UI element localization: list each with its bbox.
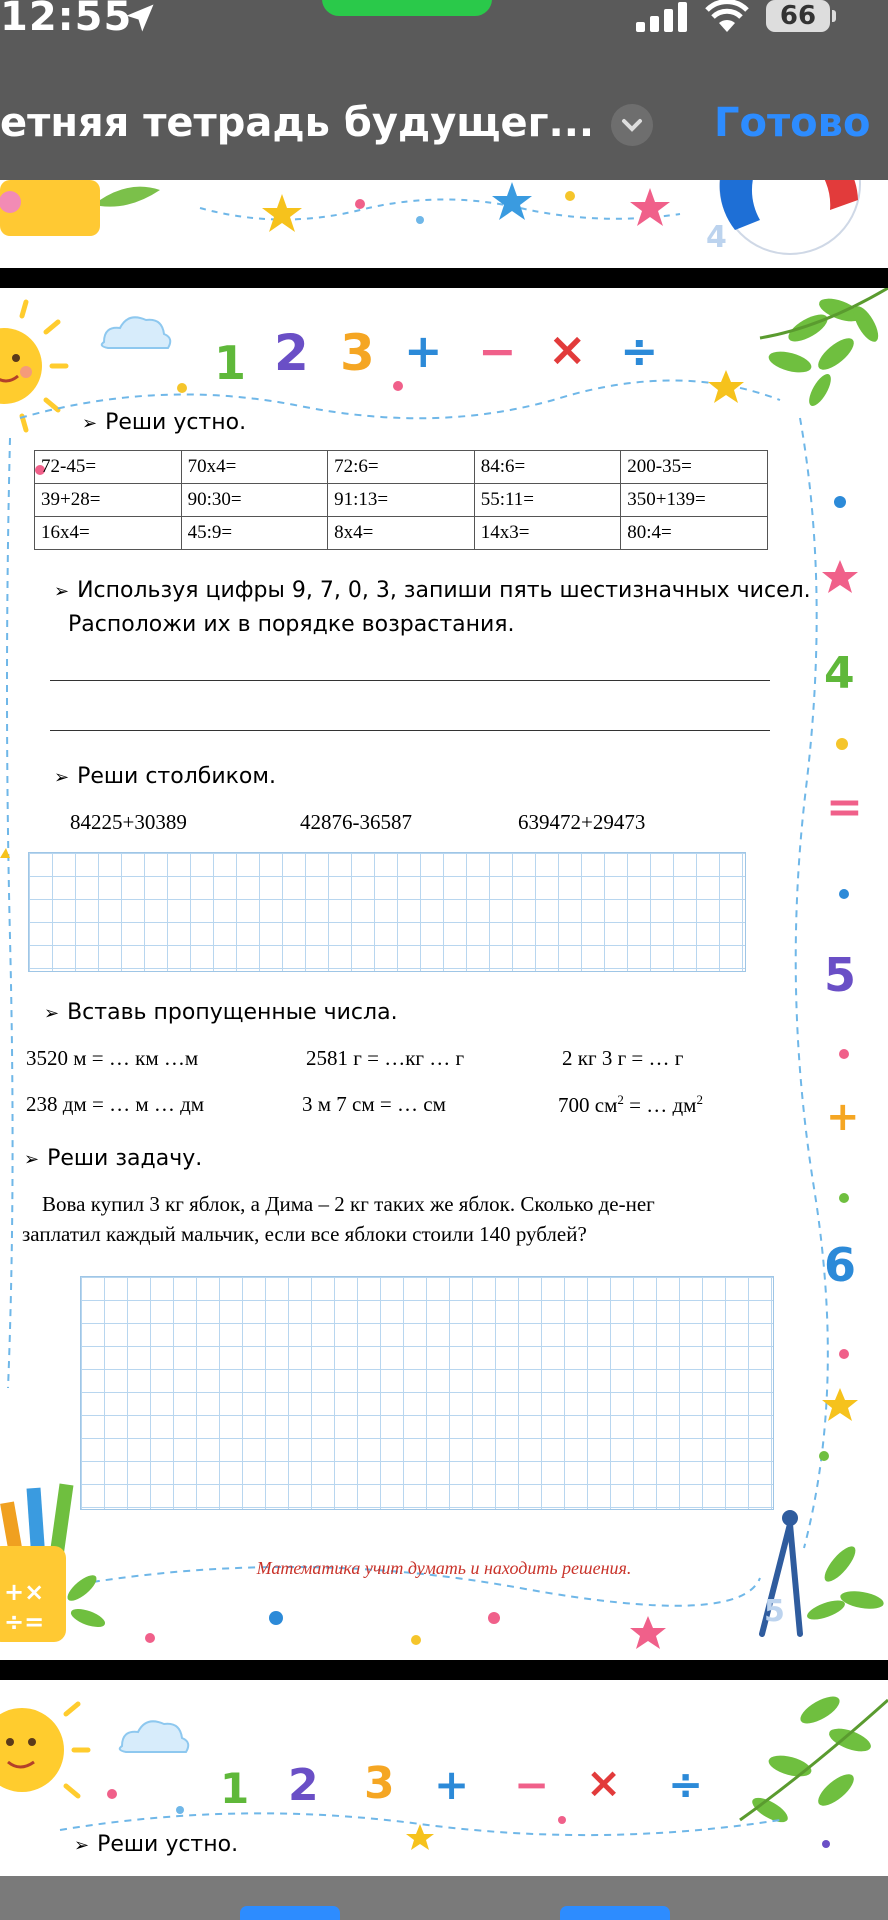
table-row — [35, 517, 768, 550]
table-cell: 72-45= — [35, 451, 182, 484]
table-cell: 90:30= — [181, 484, 328, 517]
problem-work-grid — [80, 1276, 774, 1510]
table-cell: 39+28= — [35, 484, 182, 517]
deco-number-1: 1 — [220, 1764, 250, 1813]
arrow-bullet-icon: ➢ — [74, 1835, 90, 1856]
side-equals: = — [826, 782, 863, 833]
table-cell: 84:6= — [474, 451, 621, 484]
table-cell: 350+139= — [621, 484, 768, 517]
column-expr-3: 639472+29473 — [518, 810, 646, 834]
deco-number-2: 2 — [288, 1760, 319, 1811]
deco-plus: + — [404, 324, 443, 378]
area-left: 700 см — [558, 1093, 618, 1117]
conversion-1: 3520 м = … км …м — [26, 1046, 199, 1070]
svg-text:÷=: ÷= — [4, 1608, 45, 1636]
side-number-4: 4 — [824, 648, 855, 699]
bottom-toolbar — [0, 1876, 888, 1920]
done-button[interactable]: Готово — [714, 100, 871, 146]
table-cell: 14x3= — [474, 517, 621, 550]
problem-line-2: заплатил каждый мальчик, если все яблоки стоили 140 рублей? — [22, 1222, 587, 1246]
chevron-down-icon — [611, 104, 653, 146]
task-5-heading — [24, 1146, 202, 1171]
mental-math-table — [34, 450, 768, 550]
side-number-6: 6 — [824, 1238, 857, 1292]
table-cell: 70x4= — [181, 451, 328, 484]
task-2-text-1: Используя цифры 9, 7, 0, 3, запиши пять шестизначных чисел. — [77, 578, 811, 603]
page-decoration — [0, 180, 888, 268]
area-mid: = … дм — [623, 1093, 697, 1117]
svg-text:+×: +× — [4, 1578, 45, 1606]
column-expr-2: 42876-36587 — [300, 810, 412, 834]
table-cell: 72:6= — [328, 451, 475, 484]
superscript-2: 2 — [617, 1092, 624, 1107]
deco-minus: − — [514, 1760, 550, 1809]
table-cell: 55:11= — [474, 484, 621, 517]
table-cell: 80:4= — [621, 517, 768, 550]
page-4-bottom — [0, 180, 888, 268]
table-cell: 8x4= — [328, 517, 475, 550]
page-6-heading — [74, 1832, 238, 1857]
task-1-heading — [82, 410, 246, 435]
page-number-5: 5 — [764, 1594, 785, 1629]
conversion-2: 2581 г = …кг … г — [306, 1046, 465, 1070]
location-arrow-icon — [122, 0, 158, 36]
toolbar-button-right[interactable] — [560, 1906, 670, 1920]
column-expr-1: 84225+30389 — [70, 810, 187, 834]
conversion-4: 238 дм = … м … дм — [26, 1092, 205, 1116]
page-6-heading-text: Реши устно. — [97, 1832, 239, 1857]
deco-plus: + — [434, 1760, 470, 1809]
page-separator — [0, 1660, 888, 1680]
table-cell: 16x4= — [35, 517, 182, 550]
dynamic-island-indicator — [322, 0, 492, 16]
cellular-signal-icon — [636, 2, 690, 32]
task-1-heading-text: Реши устно. — [105, 410, 247, 435]
status-time: 12:55 — [0, 0, 133, 40]
problem-line-1: Вова купил 3 кг яблок, а Дима – 2 кг таких же яблок. Сколько де-нег — [42, 1192, 655, 1216]
answer-line-2 — [50, 730, 770, 731]
deco-divide: ÷ — [620, 324, 659, 378]
deco-minus: − — [478, 324, 517, 378]
conversion-3: 2 кг 3 г = … г — [562, 1046, 684, 1070]
top-bar — [0, 0, 888, 180]
table-row — [35, 451, 768, 484]
table-cell: 91:13= — [328, 484, 475, 517]
deco-times: × — [586, 1758, 622, 1807]
page-separator — [0, 268, 888, 288]
arrow-bullet-icon: ➢ — [82, 413, 98, 434]
document-title: етняя тетрадь будущег... — [0, 100, 595, 146]
arrow-bullet-icon: ➢ — [54, 581, 70, 602]
conversion-5: 3 м 7 см = … см — [302, 1092, 446, 1116]
answer-line-1 — [50, 680, 770, 681]
side-plus: + — [826, 1094, 860, 1140]
conversion-6 — [558, 1092, 703, 1118]
side-number-5: 5 — [824, 948, 857, 1002]
task-5-heading-text: Реши задачу. — [47, 1146, 203, 1171]
arrow-bullet-icon: ➢ — [54, 767, 70, 788]
battery-nub — [832, 10, 836, 22]
wifi-icon — [704, 0, 750, 34]
deco-divide: ÷ — [668, 1760, 704, 1809]
battery-indicator: 66 — [766, 0, 830, 32]
footer-quote: Математика учит думать и находить решения. — [256, 1558, 632, 1578]
page-6-top — [0, 1680, 888, 1876]
task-3-heading-text: Реши столбиком. — [77, 764, 276, 789]
deco-times: × — [548, 322, 587, 376]
title-menu-button[interactable] — [611, 104, 653, 146]
task-4-heading-text: Вставь пропущенные числа. — [67, 1000, 398, 1025]
table-cell: 45:9= — [181, 517, 328, 550]
superscript-2: 2 — [696, 1092, 703, 1107]
column-work-grid — [28, 852, 746, 972]
task-2-line-1 — [54, 578, 811, 603]
page-number-4: 4 — [706, 220, 727, 255]
arrow-bullet-icon: ➢ — [44, 1003, 60, 1024]
arrow-bullet-icon: ➢ — [24, 1149, 40, 1170]
table-cell: 200-35= — [621, 451, 768, 484]
deco-number-3: 3 — [340, 324, 375, 382]
task-3-heading — [54, 764, 276, 789]
task-4-heading — [44, 1000, 398, 1025]
table-row — [35, 484, 768, 517]
toolbar-button-left[interactable] — [240, 1906, 340, 1920]
deco-number-2: 2 — [274, 324, 309, 382]
deco-number-3: 3 — [364, 1758, 395, 1809]
deco-number-1: 1 — [214, 336, 247, 390]
task-2-line-2: Расположи их в порядке возрастания. — [68, 612, 515, 637]
page-5 — [0, 288, 888, 1660]
